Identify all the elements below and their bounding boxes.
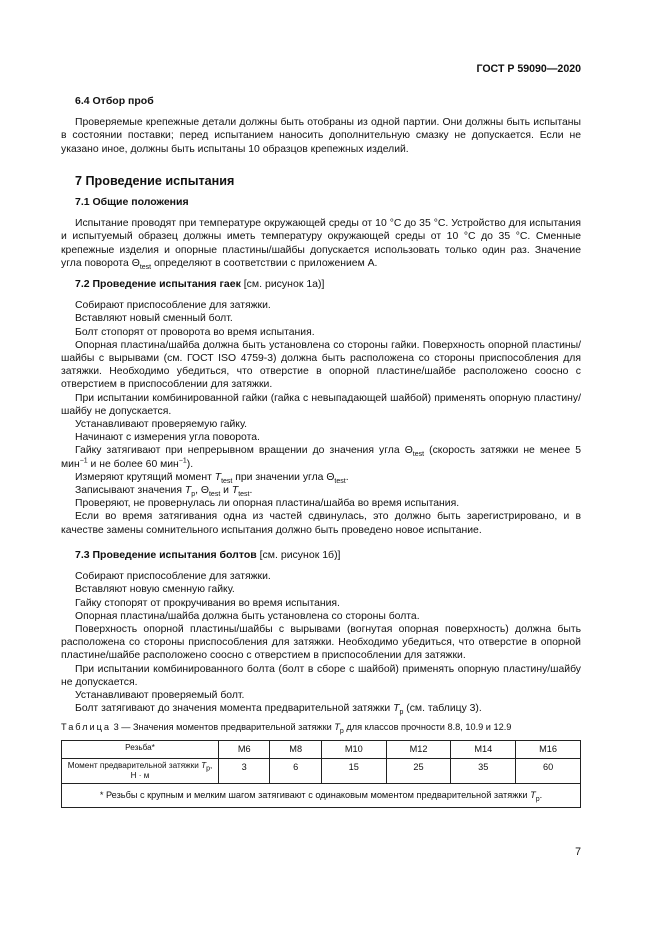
table-header-cell: М10 [321, 740, 386, 758]
section-7-2-title: 7.2 Проведение испытания гаек [см. рисунок 1а)] [75, 278, 325, 291]
paragraph: Опорная пластина/шайба должна быть установлена со стороны гайки. Поверхность опорной пластины/шайбы с вырывами (см. ГОСТ ISO 4759-3) должна быть расположена со стороны приспособления для затяжки. Необходимо убедиться, что отверстие в опорной пластине/шайбе расположено соосно с отверстием в приспособлении для затяжки. [61, 339, 581, 391]
paragraph: Измеряют крутящий момент $T_{test}$ при значении угла $\Theta_{test}$. [75, 471, 349, 485]
table-cell: 25 [386, 758, 451, 783]
paragraph: Вставляют новую сменную гайку. [75, 584, 235, 596]
paragraph: Устанавливают проверяемый болт. [75, 689, 245, 701]
table-header-label: Резьба* [62, 740, 219, 758]
section-7-3-title: 7.3 Проведение испытания болтов [см. рисунок 1б)] [75, 548, 341, 561]
paragraph: Собирают приспособление для затяжки. [75, 300, 271, 312]
table-header-row [62, 740, 581, 758]
table-header-cell: М6 [219, 740, 270, 758]
table-cell: 3 [219, 758, 270, 783]
paragraph: Устанавливают проверяемую гайку. [75, 419, 247, 431]
paragraph: Вставляют новый сменный болт. [75, 313, 233, 325]
paragraph: Если во время затягивания одна из частей сдвинулась, это должно быть зарегистрировано, и в качестве замены сомнительного испытания должно быть проведено новое испытание. [61, 511, 581, 536]
table-footnote-row [62, 783, 581, 807]
paragraph: Начинают с измерения угла поворота. [75, 432, 260, 444]
table-footnote: * Резьбы с крупным и мелким шагом затягивают с одинаковым моментом предварительной затяжки $T_p$. [62, 783, 581, 807]
paragraph: Проверяют, не провернулась ли опорная пластина/шайба во время испытания. [75, 498, 460, 510]
table-3-caption: Таблица 3 — Значения моментов предварительной затяжки $T_p$ для классов прочности 8.8, 10.9 и 12.9 [61, 722, 512, 736]
table-header-cell: М8 [270, 740, 321, 758]
table-header-cell: М12 [386, 740, 451, 758]
table-cell: 60 [516, 758, 581, 783]
table-3 [61, 740, 581, 808]
table-cell: 15 [321, 758, 386, 783]
document-body [61, 95, 581, 808]
section-6-4-title: 6.4 Отбор проб [75, 95, 154, 107]
paragraph: Собирают приспособление для затяжки. [75, 571, 271, 583]
section-7-1-title: 7.1 Общие положения [75, 196, 189, 209]
table-header-cell: М14 [451, 740, 516, 758]
paragraph: Болт затягивают до значения момента предварительной затяжки $T_p$ (см. таблицу 3). [75, 703, 482, 717]
table-row-label: Момент предварительной затяжки $T_p$, Н · м [62, 758, 219, 783]
page-number: 7 [575, 846, 581, 858]
paragraph: Записывают значения $T_p$, $\Theta_{test}$ и $T_{test}$. [75, 485, 253, 499]
table-cell: 35 [451, 758, 516, 783]
paragraph: Гайку стопорят от прокручивания во время испытания. [75, 597, 340, 609]
paragraph: Болт стопорят от проворота во время испытания. [75, 326, 315, 338]
paragraph: При испытании комбинированного болта (болт в сборе с шайбой) применять опорную пластину/шайбу не допускается. [61, 663, 581, 688]
paragraph: Проверяемые крепежные детали должны быть отобраны из одной партии. Они должны быть испытаны в состоянии поставки; перед испытанием наносить дополнительную смазку не допускается. Если не указано иное, должны быть испытаны 10 образцов крепежных изделий. [61, 117, 581, 155]
paragraph: Гайку затягивают при непрерывном вращении до значения угла $\Theta_{test}$ (скорость затяжки не менее 5 мин$^{-1}$ и не более 60 мин$^{-1}$). [61, 445, 581, 470]
paragraph: Опорная пластина/шайба должна быть установлена со стороны болта. [75, 610, 420, 622]
paragraph: Испытание проводят при температуре окружающей среды от 10 °С до 35 °С. Устройство для испытания и испытуемый образец должны иметь температуру окружающей среды от 10 °С до 35 °С. Сменные крепежные изделия и опорные пластины/шайбы допускается использовать только один раз. Значение угла поворота $\Theta_{test}$ определяют в соответствии с приложением А. [61, 218, 581, 271]
standard-header: ГОСТ Р 59090—2020 [476, 63, 581, 75]
section-7-title: 7 Проведение испытания [75, 173, 235, 188]
table-header-cell: М16 [516, 740, 581, 758]
paragraph: Поверхность опорной пластины/шайбы с вырывами (вогнутая опорная поверхность) должна быть расположена со стороны приспособления для затяжки. Необходимо убедиться, что отверстие в опорной пластине/шайбе расположено соосно с отверстием в приспособлении для затяжки. [61, 623, 581, 662]
table-row [62, 758, 581, 783]
paragraph: При испытании комбинированной гайки (гайка с невыпадающей шайбой) применять опорную пластину/шайбу не допускается. [61, 392, 581, 417]
table-cell: 6 [270, 758, 321, 783]
